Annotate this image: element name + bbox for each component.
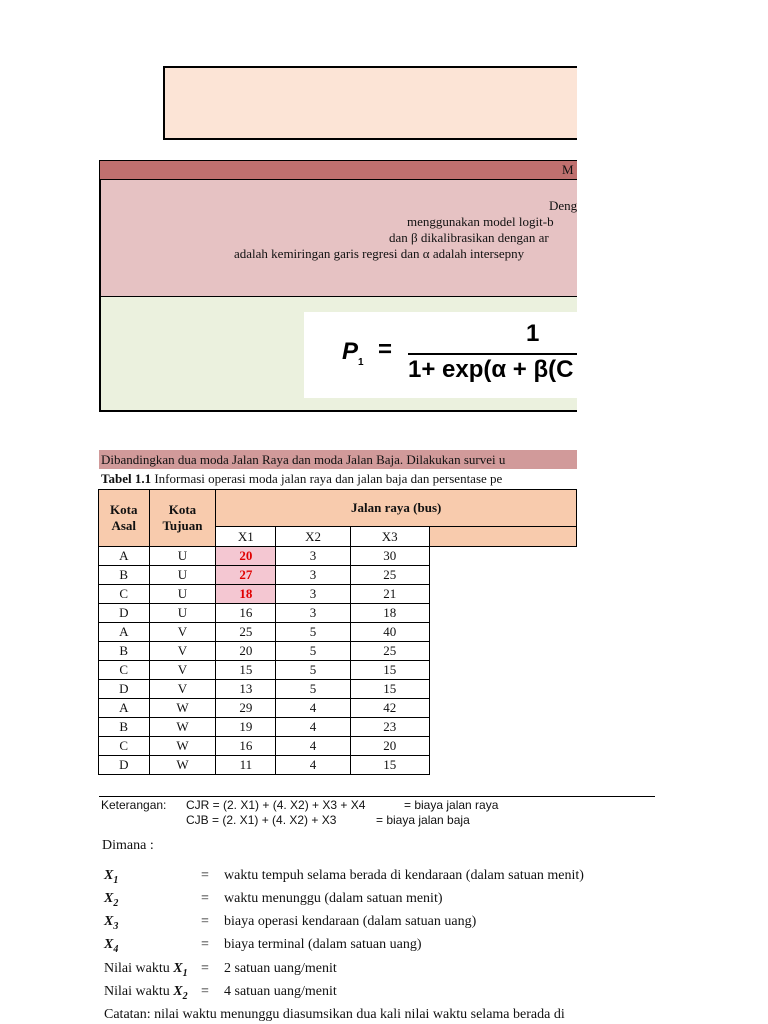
table-caption xyxy=(101,471,502,487)
nilai-x1: Nilai waktu $X_1$ xyxy=(104,961,188,979)
header-band-label: M xyxy=(562,162,574,177)
cell-x3: 23 xyxy=(350,718,429,737)
def-desc-x4: biaya terminal (dalam satuan uang) xyxy=(224,937,422,952)
cell-asal: A xyxy=(99,623,150,642)
cell-spacer xyxy=(429,718,576,737)
catatan-note: Catatan: nilai waktu menunggu diasumsikan dua kali nilai waktu selama berada di xyxy=(104,1007,565,1022)
def-desc-x3: biaya operasi kendaraan (dalam satuan uang) xyxy=(224,914,477,929)
cell-x1-highlight: 20 xyxy=(216,547,276,566)
cell-x1-highlight: 18 xyxy=(216,585,276,604)
def-eq-x3: = xyxy=(201,914,209,929)
cell-tujuan: W xyxy=(149,718,216,737)
cell-x2: 3 xyxy=(276,585,351,604)
cell-asal: D xyxy=(99,756,150,775)
header-x2: X2 xyxy=(276,527,351,547)
header-x1: X1 xyxy=(216,527,276,547)
nilai-x2: Nilai waktu $X_2$ xyxy=(104,984,188,1002)
cell-x2: 4 xyxy=(276,699,351,718)
cell-x3: 40 xyxy=(350,623,429,642)
cell-x2: 4 xyxy=(276,756,351,775)
cell-x1: 15 xyxy=(216,661,276,680)
cell-x3: 30 xyxy=(350,547,429,566)
def-var-x1: $X_1$ xyxy=(104,868,119,886)
def-desc-x1: waktu tempuh selama berada di kendaraan (dalam satuan menit) xyxy=(224,868,584,883)
def-eq-x4: = xyxy=(201,937,209,952)
cjb-formula: CJB = (2. X1) + (4. X2) + X3 xyxy=(186,813,337,827)
cell-tujuan: W xyxy=(149,756,216,775)
cjb-desc: = biaya jalan baja xyxy=(376,813,470,827)
cell-x2: 5 xyxy=(276,623,351,642)
cell-x2: 4 xyxy=(276,737,351,756)
cjr-desc: = biaya jalan raya xyxy=(404,798,499,812)
cell-x3: 42 xyxy=(350,699,429,718)
table-body xyxy=(99,547,577,775)
header-jalan-raya: Jalan raya (bus) xyxy=(216,490,577,527)
cjr-formula: CJR = (2. X1) + (4. X2) + X3 + X4 xyxy=(186,798,366,812)
nilai-value-x1: 2 satuan uang/menit xyxy=(224,961,337,976)
nilai-value-x2: 4 satuan uang/menit xyxy=(224,984,337,999)
cell-x1: 25 xyxy=(216,623,276,642)
def-var-x2: $X_2$ xyxy=(104,891,119,909)
cell-tujuan: W xyxy=(149,699,216,718)
cell-x2: 5 xyxy=(276,661,351,680)
cell-x3: 15 xyxy=(350,661,429,680)
cell-spacer xyxy=(429,642,576,661)
cell-spacer xyxy=(429,699,576,718)
table-row xyxy=(99,756,577,775)
cell-x2: 4 xyxy=(276,718,351,737)
cell-spacer xyxy=(429,604,576,623)
table-row xyxy=(99,623,577,642)
cell-spacer xyxy=(429,547,576,566)
cell-tujuan: U xyxy=(149,566,216,585)
cell-x1: 20 xyxy=(216,642,276,661)
header-spacer xyxy=(429,527,576,547)
formula-denominator: 1+ exp(α + β(C xyxy=(408,356,574,383)
cell-asal: A xyxy=(99,547,150,566)
dimana-label: Dimana : xyxy=(102,838,154,853)
cell-spacer xyxy=(429,756,576,775)
cell-spacer xyxy=(429,623,576,642)
cell-spacer xyxy=(429,737,576,756)
cell-spacer xyxy=(429,680,576,699)
header-kota-asal: Kota Asal xyxy=(99,490,150,547)
table-row xyxy=(99,604,577,623)
cell-spacer xyxy=(429,585,576,604)
intro-line-2: menggunakan model logit-b xyxy=(407,214,554,229)
cell-asal: C xyxy=(99,737,150,756)
cell-tujuan: V xyxy=(149,680,216,699)
cell-x2: 3 xyxy=(276,604,351,623)
intro-block xyxy=(99,180,577,296)
header-x3: X3 xyxy=(350,527,429,547)
cell-x3: 15 xyxy=(350,680,429,699)
cell-tujuan: V xyxy=(149,642,216,661)
formula-equals: = xyxy=(378,336,393,363)
cell-x3: 25 xyxy=(350,642,429,661)
cell-asal: B xyxy=(99,566,150,585)
caption-label: Tabel 1.1 xyxy=(101,471,152,486)
cell-asal: B xyxy=(99,642,150,661)
cell-x2: 5 xyxy=(276,680,351,699)
formula-numerator: 1 xyxy=(526,320,540,347)
cell-asal: D xyxy=(99,604,150,623)
cell-asal: C xyxy=(99,661,150,680)
def-var-x3: $X_3$ xyxy=(104,914,119,932)
cell-asal: C xyxy=(99,585,150,604)
cell-tujuan: U xyxy=(149,585,216,604)
cell-asal: D xyxy=(99,680,150,699)
table-row xyxy=(99,718,577,737)
table-row xyxy=(99,642,577,661)
keterangan-label: Keterangan: xyxy=(101,798,167,812)
cell-tujuan: V xyxy=(149,661,216,680)
cell-x3: 20 xyxy=(350,737,429,756)
operations-table xyxy=(98,489,577,775)
cell-spacer xyxy=(429,566,576,585)
cell-x1-highlight: 27 xyxy=(216,566,276,585)
table-row xyxy=(99,547,577,566)
table-row xyxy=(99,680,577,699)
cell-x1: 19 xyxy=(216,718,276,737)
cell-asal: A xyxy=(99,699,150,718)
cell-x1: 11 xyxy=(216,756,276,775)
cell-tujuan: W xyxy=(149,737,216,756)
intro-line-3: dan β dikalibrasikan dengan ar xyxy=(389,230,549,245)
cell-x2: 3 xyxy=(276,547,351,566)
cell-x1: 29 xyxy=(216,699,276,718)
survey-intro-text: Dibandingkan dua moda Jalan Raya dan moda Jalan Baja. Dilakukan survei u xyxy=(101,452,506,467)
def-desc-x2: waktu menunggu (dalam satuan menit) xyxy=(224,891,443,906)
logit-formula xyxy=(304,312,577,398)
table-row xyxy=(99,737,577,756)
cell-tujuan: U xyxy=(149,547,216,566)
cell-x3: 21 xyxy=(350,585,429,604)
cell-x2: 3 xyxy=(276,566,351,585)
caption-text: Informasi operasi moda jalan raya dan jalan baja dan persentase pe xyxy=(151,471,503,486)
table-row xyxy=(99,699,577,718)
def-eq-x1: = xyxy=(201,868,209,883)
nilai-eq-x2: = xyxy=(201,984,209,999)
cell-asal: B xyxy=(99,718,150,737)
cell-x3: 15 xyxy=(350,756,429,775)
cell-x1: 13 xyxy=(216,680,276,699)
table-row xyxy=(99,566,577,585)
fraction-bar xyxy=(408,353,577,355)
def-eq-x2: = xyxy=(201,891,209,906)
cell-tujuan: U xyxy=(149,604,216,623)
cell-x1: 16 xyxy=(216,604,276,623)
def-var-x4: $X_4$ xyxy=(104,937,119,955)
header-band xyxy=(99,160,577,180)
nilai-eq-x1: = xyxy=(201,961,209,976)
title-box xyxy=(163,66,577,140)
cell-x2: 5 xyxy=(276,642,351,661)
intro-line-1: Deng xyxy=(549,198,577,213)
intro-line-4: adalah kemiringan garis regresi dan α adalah intersepny xyxy=(234,246,525,261)
cell-spacer xyxy=(429,661,576,680)
table-row xyxy=(99,585,577,604)
cell-x3: 18 xyxy=(350,604,429,623)
cell-x1: 16 xyxy=(216,737,276,756)
table-row xyxy=(99,661,577,680)
survey-intro-bar xyxy=(99,450,577,469)
header-kota-tujuan: Kota Tujuan xyxy=(149,490,216,547)
formula-lhs: $P_1$ xyxy=(342,338,364,368)
divider-rule xyxy=(99,796,655,797)
cell-x3: 25 xyxy=(350,566,429,585)
cell-tujuan: V xyxy=(149,623,216,642)
